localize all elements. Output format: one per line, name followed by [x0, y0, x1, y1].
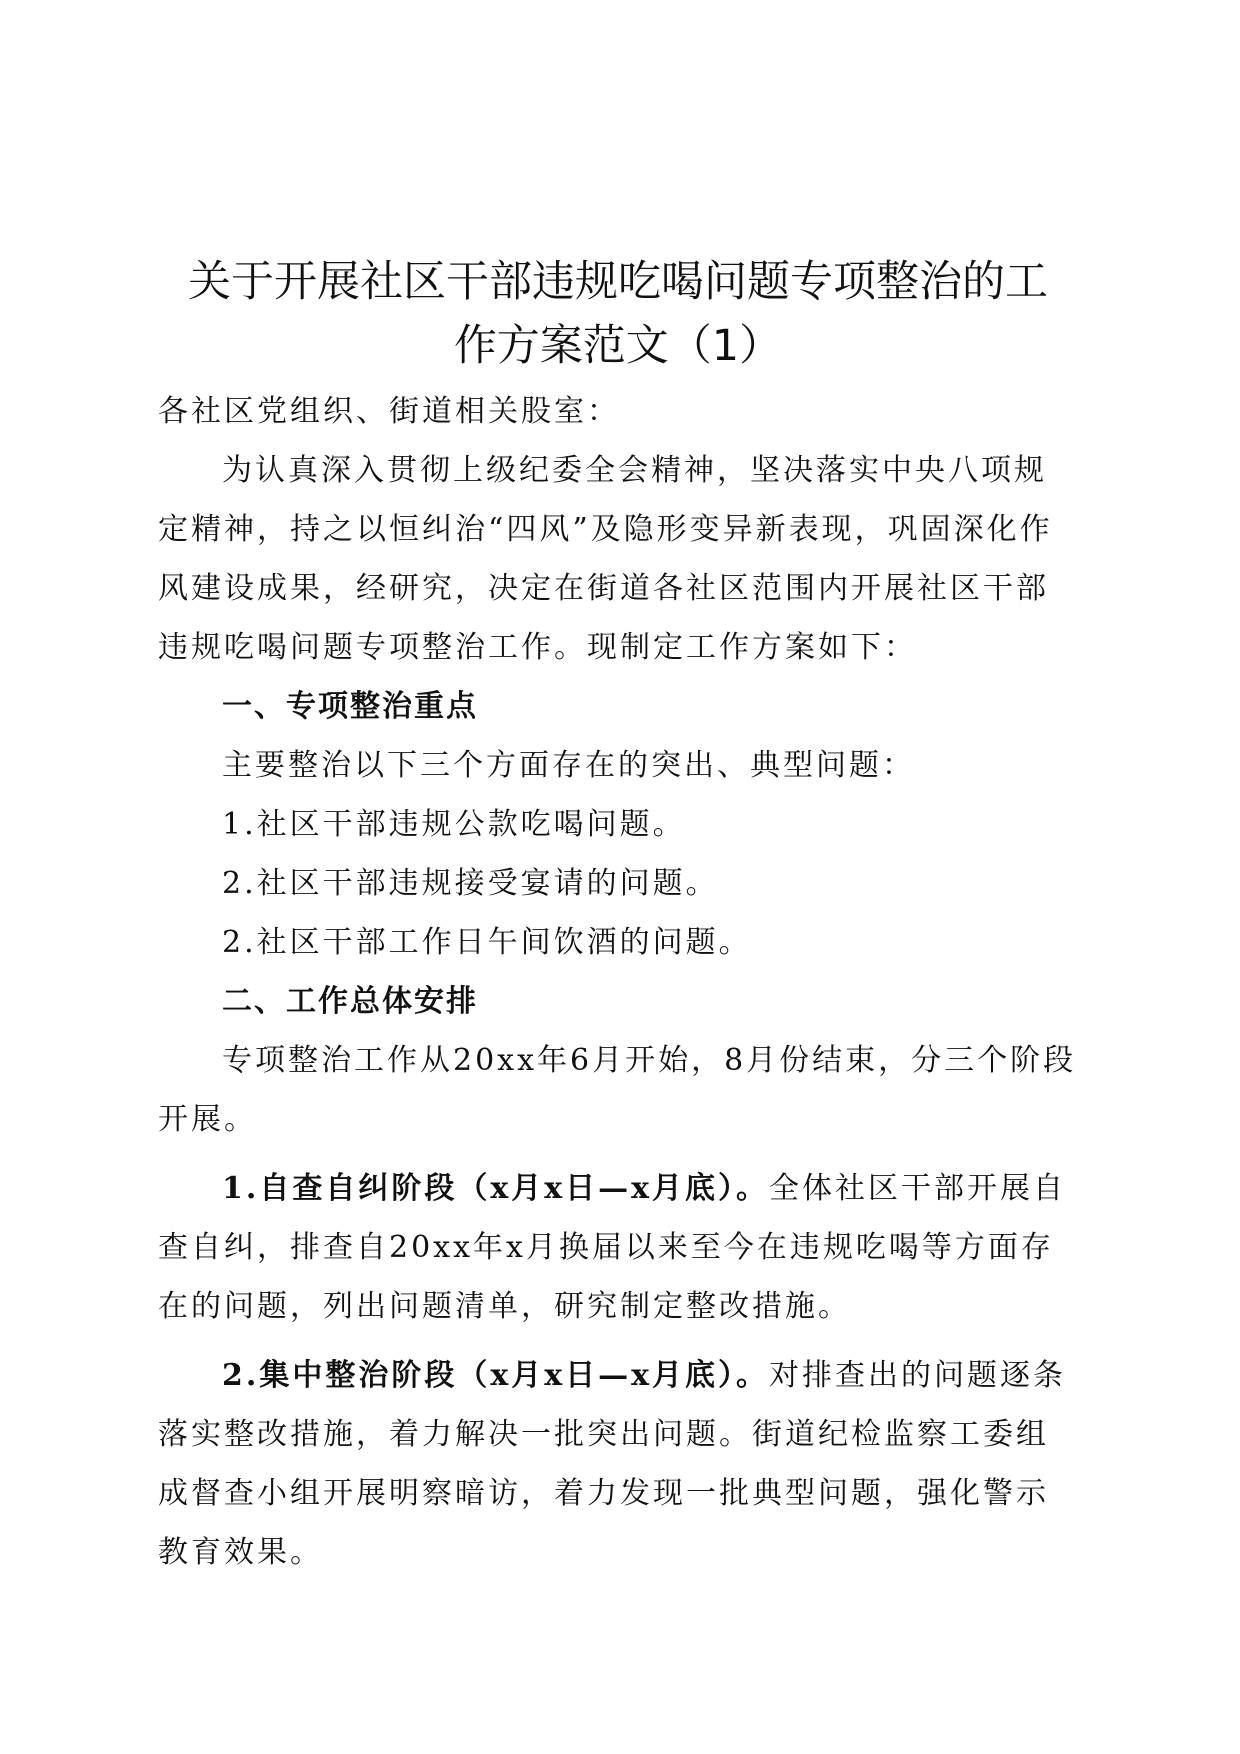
section-2-heading: 二、工作总体安排 — [222, 984, 478, 1019]
section-1-heading: 一、专项整治重点 — [222, 689, 478, 724]
spacer — [158, 1336, 1078, 1346]
document-title — [128, 250, 1108, 378]
section-1-item-2: 2.社区干部违规接受宴请的问题。 — [222, 866, 719, 901]
phase-2-title: 2.集中整治阶段（x月x日—x月底）。 — [222, 1358, 769, 1393]
title-line-1: 关于开展社区干部违规吃喝问题专项整治的工 — [188, 257, 1048, 307]
phase-1-title: 1.自查自纠阶段（x月x日—x月底）。 — [222, 1171, 769, 1206]
document-page — [158, 250, 1078, 1582]
spacer — [158, 1149, 1078, 1159]
phase-1-text: 全体社区干部开展自查自纠，排查自20xx年x月换届以来至今在违规吃喝等方面存在的问题，列出问题清单，研究制定整改措施。 — [158, 1171, 1066, 1324]
section-1-item-1: 1.社区干部违规公款吃喝问题。 — [222, 807, 686, 842]
title-line-2: 作方案范文（1） — [453, 321, 783, 371]
section-1-item-3: 2.社区干部工作日午间饮酒的问题。 — [222, 925, 752, 960]
section-2-lead: 专项整治工作从20xx年6月开始，8月份结束，分三个阶段开展。 — [158, 1043, 1077, 1137]
intro-paragraph: 为认真深入贯彻上级纪委全会精神，坚决落实中央八项规定精神，持之以恒纠治“四风”及隐形变异新表现，巩固深化作风建设成果，经研究，决定在街道各社区范围内开展社区干部违规吃喝问题专项整治工作。现制定工作方案如下： — [158, 453, 1053, 665]
salutation: 各社区党组织、街道相关股室： — [158, 394, 620, 429]
section-1-lead: 主要整治以下三个方面存在的突出、典型问题： — [222, 748, 915, 783]
phase-2-paragraph — [158, 1346, 1078, 1582]
document-body — [158, 382, 1078, 1582]
phase-2-text: 对排查出的问题逐条落实整改措施，着力解决一批突出问题。街道纪检监察工委组成督查小组开展明察暗访，着力发现一批典型问题，强化警示教育效果。 — [158, 1358, 1066, 1570]
phase-1-paragraph — [158, 1159, 1078, 1336]
